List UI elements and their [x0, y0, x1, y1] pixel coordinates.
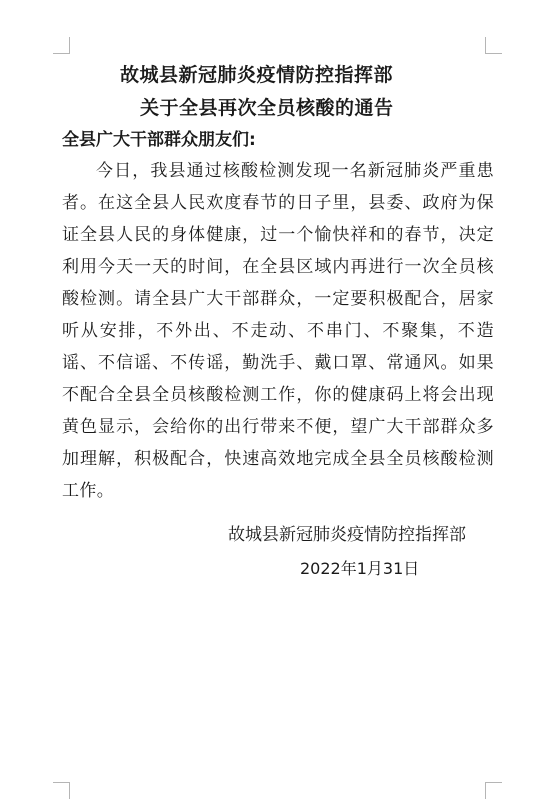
crop-mark-bottom-right	[485, 782, 502, 799]
notice-body: 今日，我县通过核酸检测发现一名新冠肺炎严重患者。在这全县人民欢度春节的日子里，县委、政府为保证全县人民的身体健康，过一个愉快祥和的春节，决定利用今天一天的时间，在全县区域内再进行一次全员核酸检测。请全县广大干部群众，一定要积极配合，居家听从安排，不外出、不走动、不串门、不聚集，不造谣、不信谣、不传谣，勤洗手、戴口罩、常通风。如果不配合全县全员核酸检测工作，你的健康码上将会出现黄色显示，会给你的出行带来不便，望广大干部群众多加理解，积极配合，快速高效地完成全县全员核酸检测工作。	[62, 161, 494, 501]
notice-signature: 故城县新冠肺炎疫情防控指挥部	[228, 525, 466, 545]
crop-mark-top-left	[53, 37, 70, 54]
notice-date: 2022年1月31日	[300, 559, 420, 578]
crop-mark-bottom-left	[53, 782, 70, 799]
notice-title-line1: 故城县新冠肺炎疫情防控指挥部	[120, 64, 394, 86]
notice-salutation: 全县广大干部群众朋友们:	[62, 130, 256, 150]
crop-mark-top-right	[485, 37, 502, 54]
notice-title-line2: 关于全县再次全员核酸的通告	[140, 97, 394, 119]
